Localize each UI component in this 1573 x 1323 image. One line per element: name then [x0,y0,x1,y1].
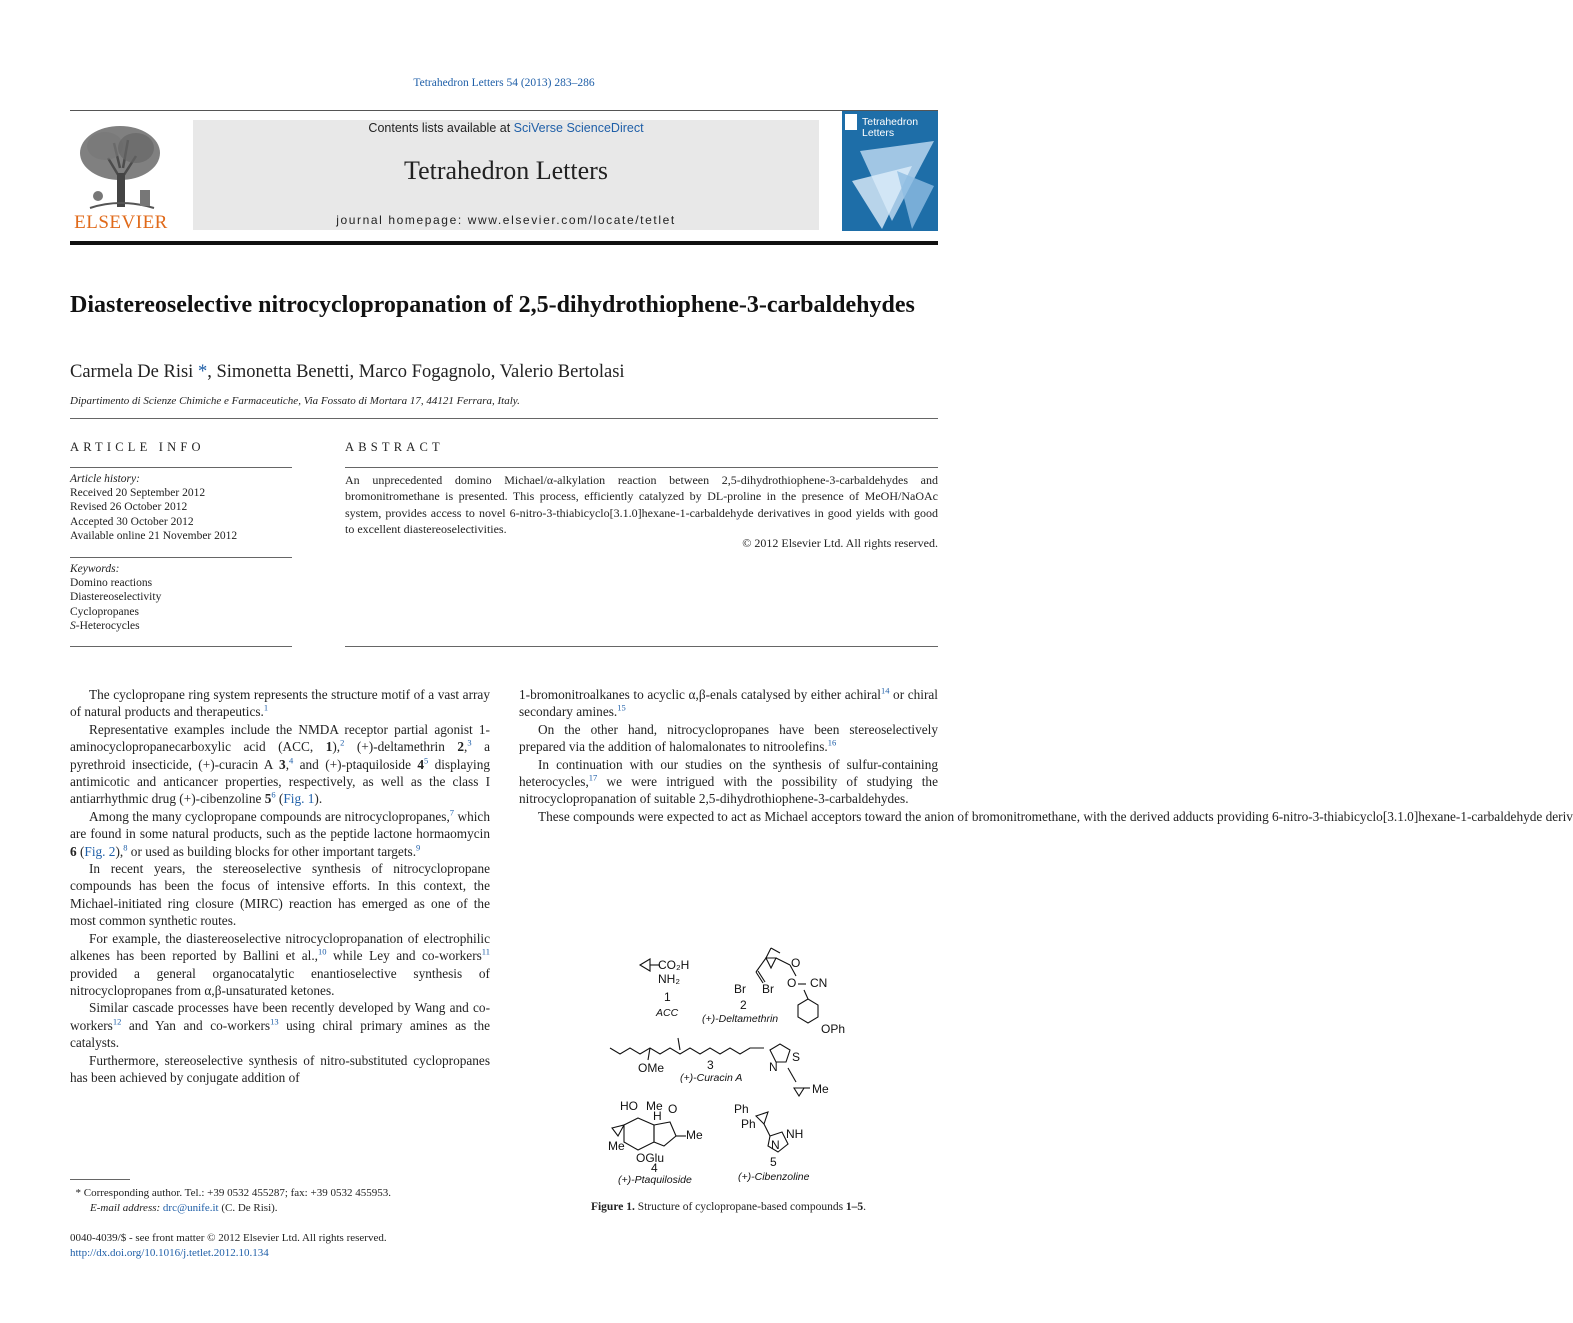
caption-text: Structure of cyclopropane-based compounds [634,1201,846,1213]
atom-label: N [771,1138,780,1152]
abstract-copyright: © 2012 Elsevier Ltd. All rights reserved. [742,536,938,550]
keyword-italic-prefix: S [70,619,76,632]
paragraph [519,686,938,721]
atom-label: NH₂ [658,972,680,986]
reference-link[interactable]: 10 [317,946,327,957]
history-received: Received 20 September 2012 [70,487,206,500]
contents-line [193,121,819,135]
text: For example, the diastereoselective nitrocyclopropanation of electrophilic alkenes has been reported by Ballini et al., [70,930,490,964]
compound-number: 6 [70,843,77,859]
compound-4-structure [608,1099,703,1186]
doi-link[interactable]: http://dx.doi.org/10.1016/j.tetlet.2012.10.134 [70,1246,269,1259]
atom-label: CN [810,976,828,990]
journal-citation[interactable]: Tetrahedron Letters 54 (2013) 283–286 [413,77,595,89]
compound-name: (+)-Ptaquiloside [618,1174,692,1186]
atom-label: OPh [821,1022,846,1036]
compound-number: 1 [664,990,671,1004]
keywords-label: Keywords: [70,563,120,575]
info-rule-3 [70,646,292,647]
text: (+)-deltamethrin [344,739,458,755]
keyword: Cyclopropanes [70,605,139,618]
article-info-heading: ARTICLE INFO [70,440,205,454]
compound-number: 1 [325,739,333,755]
paragraph [70,808,490,860]
compound-3-structure [610,1038,829,1096]
keyword: Domino reactions [70,577,153,590]
keywords [70,562,292,633]
compound-number: 2 [457,739,465,755]
keyword-suffix: -Heterocycles [75,619,140,632]
history-online: Available online 21 November 2012 [70,529,238,542]
reference-link[interactable]: 3 [467,737,472,748]
text: we were intrigued with the possibility of studying the nitrocyclopropanation of suitable 2,5-dihydrothiophene-3-carbaldehydes. [519,774,938,807]
reference-link[interactable]: 14 [880,685,890,696]
compound-name: (+)-Cibenzoline [738,1171,810,1183]
abstract-text: An unprecedented domino Michael/α-alkylation reaction between 2,5-dihydrothiophene-3-carbaldehydes and bromonitromethane is presented. This process, efficiently catalyzed by DL-proline in the presence of MeOH/NaOAc system, provides access to novel 6-nitro-3-thiabicyclo[3.1.0]hexane-1-carbaldehyde derivatives in good yields with good to excellent diastereoselectivities. [345,473,938,536]
abstract-rule-top [345,467,938,468]
abstract-rule-bottom [345,646,938,647]
text: ( [76,843,85,859]
text: ), [115,843,124,859]
reference-link[interactable]: 11 [481,946,490,957]
paragraph [70,686,490,721]
keyword: Diastereoselectivity [70,591,162,604]
history-revised: Revised 26 October 2012 [70,501,188,514]
atom-label: S [792,1050,801,1064]
figure-link[interactable]: Fig. 2 [84,843,116,859]
issn-line: 0040-4039/$ - see front matter © 2012 Elsevier Ltd. All rights reserved. [70,1232,387,1244]
compound-number: 2 [740,998,747,1012]
text: displaying antimicotic and anticancer properties, respectively, as well as the class I antiarrhythmic drug (+)-cibenzoline [70,756,490,807]
atom-label: Me [686,1128,703,1142]
figure-link[interactable]: Fig. 1 [283,791,315,807]
text: Similar cascade processes have been recently developed by Wang and co-workers [70,1000,490,1033]
reference-link[interactable]: 2 [340,737,345,748]
compound-name: ACC [656,1007,679,1019]
atom-label: Ph [734,1102,749,1116]
atom-label: HO [620,1099,638,1113]
atom-label: Br [762,982,774,996]
text: or used as building blocks for other important targets. [127,843,417,859]
compound-number: 3 [279,756,286,772]
text: , [464,739,468,755]
author-rest: , Simonetta Benetti, Marco Fogagnolo, Valerio Bertolasi [207,362,625,382]
article-history [70,472,292,543]
history-accepted: Accepted 30 October 2012 [70,515,194,528]
text: a pyrethroid insecticide, (+)-curacin A [70,739,490,772]
text: , [285,756,290,772]
affiliation: Dipartimento di Scienze Chimiche e Farmaceutiche, Via Fossato di Mortara 17, 44121 Ferrara, Italy. [70,395,520,407]
compound-number: 3 [707,1058,714,1072]
author-first[interactable]: Carmela De Risi [70,362,194,382]
footnote-star: * [75,1187,81,1199]
reference-link[interactable]: 5 [423,755,429,766]
text: and Yan and co-workers [121,1017,271,1033]
text: while Ley and co-workers [326,948,482,964]
paragraph: These compounds were expected to act as Michael acceptors toward the anion of bromonitromethane, with the derived adducts providing 6-nitro-3-thiabicyclo[3.1.0]hexane-1-carbaldehyde deriv [538,808,1573,824]
atom-label: H [653,1109,662,1123]
compound-name: (+)-Curacin A [680,1072,743,1084]
publisher-name: ELSEVIER [74,212,168,233]
reference-link[interactable]: 4 [289,755,294,766]
compound-1-structure [640,958,689,1019]
text: which are found in some natural products, such as the peptide lactone hormaomycin [70,808,490,842]
atom-label: O [787,976,797,990]
reference-link[interactable]: 17 [588,772,598,783]
contents-prefix: Contents lists available at [368,121,514,135]
cover-title: Tetrahedron Letters [862,116,919,139]
article-title: Diastereoselective nitrocyclopropanation of 2,5-dihydrothiophene-3-carbaldehydes [70,292,915,318]
email-suffix: (C. De Risi). [218,1202,278,1214]
text: 1-bromonitroalkanes to acyclic α,β-enals catalysed by either achiral [519,687,881,702]
compound-number: 5 [264,791,272,807]
atom-label: O [791,956,801,970]
email-label: E-mail address: [90,1202,161,1214]
text: ), [332,739,341,755]
compound-5-structure [734,1102,810,1183]
atom-label: Me [646,1099,663,1113]
compound-number: 5 [770,1155,777,1169]
body-left-column [70,686,490,1086]
compound-2-structure [702,948,845,1036]
paragraph [70,721,490,808]
caption-end: . [863,1201,867,1213]
header-bottom-rule [70,241,938,245]
compound-number: 4 [651,1161,658,1175]
atom-label: NH [786,1127,804,1141]
journal-homepage[interactable]: journal homepage: www.elsevier.com/locate/tetlet [336,213,676,227]
text: On the other hand, nitrocyclopropanes have been stereoselectively prepared via the addition of halomalonates to nitroolefins. [519,721,938,755]
reference-link[interactable]: 15 [617,702,626,713]
text: Among the many cyclopropane compounds are nitrocyclopropanes, [89,808,450,824]
reference-link[interactable]: 9 [416,842,421,853]
atom-label: O [668,1102,678,1116]
paragraph [70,930,490,1000]
bottom-metadata [70,1231,490,1260]
atom-label: Me [608,1139,625,1153]
atom-label: N [769,1060,778,1074]
text: ( [275,791,284,807]
reference-link[interactable]: 6 [271,790,276,801]
reference-link[interactable]: 1 [263,702,269,713]
figure-1-structures [598,950,898,1190]
title-rule [70,418,938,419]
text: or chiral secondary amines. [519,687,938,720]
info-rule-1 [70,467,292,468]
author-list [70,362,625,383]
reference-link[interactable]: 7 [449,807,455,818]
corresponding-star[interactable]: * [197,362,208,382]
paragraph: Furthermore, stereoselective synthesis of nitro-substituted cyclopropanes has been achieved by conjugate addition of [70,1052,490,1085]
text: provided a general organocatalytic enantioselective synthesis of nitrocyclopropanes from α,β-unsaturated ketones. [70,965,490,998]
header-top-rule [70,110,938,111]
sciencedirect-link[interactable]: SciVerse ScienceDirect [513,121,644,135]
caption-range: 1–5 [845,1201,864,1213]
atom-label: OGlu [636,1151,665,1165]
text: using chiral primary amines as the catalysts. [70,1017,490,1051]
atom-label: Br [734,982,746,996]
footnote-text: Corresponding author. Tel.: +39 0532 455287; fax: +39 0532 455953. [81,1187,391,1199]
figure-1-caption [519,1201,938,1213]
paragraph [519,756,938,808]
paragraph [519,721,938,756]
journal-title: Tetrahedron Letters [404,156,608,185]
atom-label: CO₂H [658,958,690,972]
atom-label: Ph [741,1117,756,1131]
caption-label: Figure 1. [590,1201,635,1213]
text: ). [314,791,323,807]
footnote-rule [70,1179,130,1180]
text: Representative examples include the NMDA receptor partial agonist 1-aminocyclopropanecarboxylic acid (ACC, [70,721,490,755]
abstract-heading: ABSTRACT [345,440,444,454]
text: In continuation with our studies on the synthesis of sulfur-containing heterocycles, [519,756,938,790]
atom-label: Me [812,1082,829,1096]
corresponding-footnote [70,1186,490,1216]
atom-label: OMe [638,1061,665,1075]
paragraph [70,999,490,1051]
reference-link[interactable]: 13 [270,1016,279,1027]
text: and (+)-ptaquiloside [293,756,418,772]
body-right-column [519,685,1573,825]
info-rule-2 [70,557,292,558]
reference-link[interactable]: 8 [123,842,128,853]
reference-link[interactable]: 12 [112,1016,122,1027]
compound-name: (+)-Deltamethrin [702,1013,779,1025]
journal-cover [842,111,938,231]
reference-link[interactable]: 16 [827,737,837,748]
compound-number: 4 [417,756,424,772]
history-label: Article history: [70,473,140,485]
text: The cyclopropane ring system represents the structure motif of a vast array of natural products and therapeutics. [70,687,490,720]
keyword [70,619,292,633]
paragraph: In recent years, the stereoselective synthesis of nitrocyclopropane compounds has been the focus of intensive efforts. In this context, the Michael-initiated ring closure (MIRC) reaction has emerged as one of the most common synthetic routes. [70,861,490,929]
email-link[interactable]: drc@unife.it [162,1202,219,1214]
